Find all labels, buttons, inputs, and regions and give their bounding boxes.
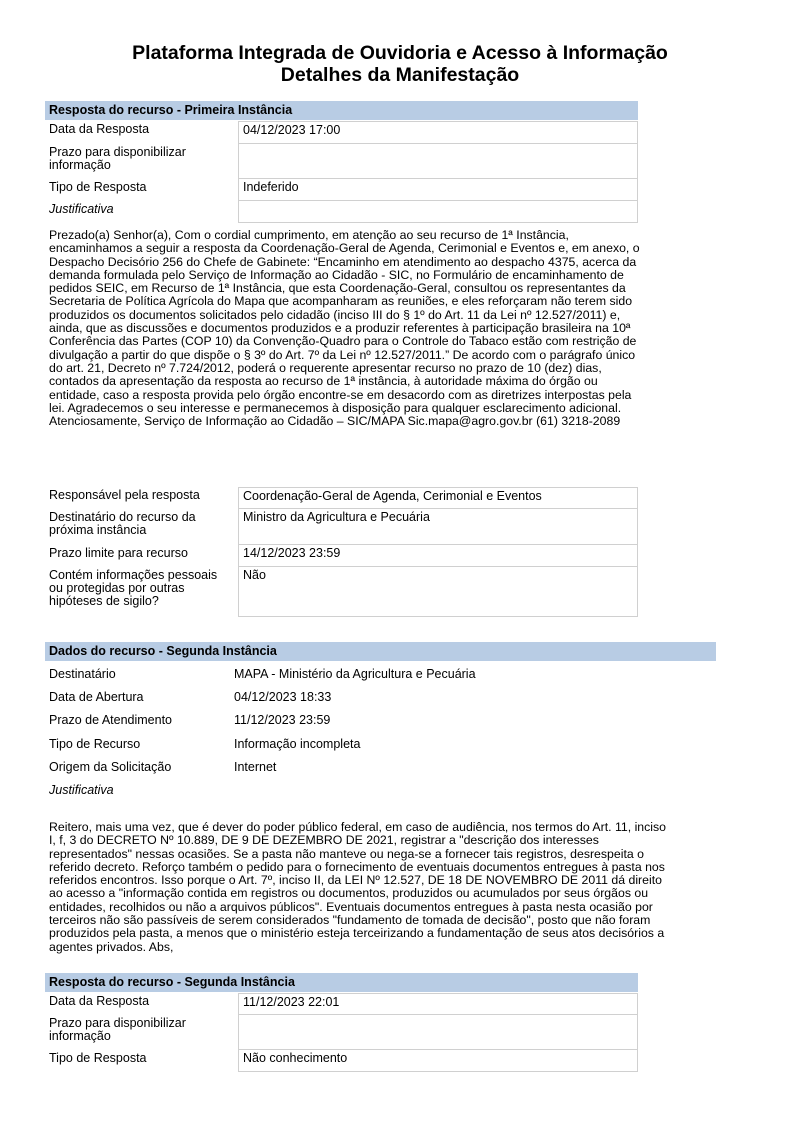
data-abertura-value: 04/12/2023 18:33 [234, 689, 332, 704]
prazo-disponibilizar-label: Prazo para disponibilizar informação [49, 145, 186, 172]
resposta-primeira-table [45, 121, 638, 223]
tipo-resposta-label: Tipo de Resposta [49, 180, 147, 194]
responsavel-label: Responsável pela resposta [49, 488, 200, 502]
prazo-atendimento-label: Prazo de Atendimento [49, 713, 172, 728]
section-header-dados-segunda: Dados do recurso - Segunda Instância [45, 642, 716, 661]
prazo-disponibilizar-segunda-label: Prazo para disponibilizar informação [49, 1016, 186, 1043]
tipo-resposta-segunda-value: Não conhecimento [238, 1050, 638, 1072]
page-title-line1: Plataforma Integrada de Ouvidoria e Acesso à Informação [132, 42, 668, 64]
resposta-segunda-table [45, 993, 638, 1072]
destinatario-value: MAPA - Ministério da Agricultura e Pecuária [234, 666, 476, 681]
destinatario-label: Destinatário [49, 666, 116, 681]
origem-value: Internet [234, 759, 277, 774]
justificativa-label: Justificativa [49, 202, 114, 216]
tipo-resposta-value: Indeferido [238, 179, 638, 201]
data-resposta-value: 04/12/2023 17:00 [238, 121, 638, 144]
origem-label: Origem da Solicitação [49, 759, 172, 774]
justificativa-segunda-label: Justificativa [49, 783, 114, 798]
data-abertura-label: Data de Abertura [49, 689, 144, 704]
tipo-recurso-label: Tipo de Recurso [49, 736, 141, 751]
prazo-limite-label: Prazo limite para recurso [49, 546, 188, 560]
resposta-primeira-texto: Prezado(a) Senhor(a), Com o cordial cumprimento, em atenção ao seu recurso de 1ª Instância, encaminhamos a seguir a resposta da Coordenação-Geral de Agenda, Cerimonial e Eventos e, em anexo, o Despacho Decisório 256 do Chefe de Gabinete: “Encaminho em atendimento ao despacho 4375, acerca da demanda formulada pelo Serviço de Informação ao Cidadão - SIC, no Formulário de encaminhamento de pedidos SEIC, em Recurso de 1ª Instância, que esta Coordenação-Geral, consultou os representantes da Secretaria de Política Agrícola do Mapa que acompanharam as reuniões, e eles reforçaram não terem sido produzidos os documentos solicitados pelo cidadão (inciso III do § 1º do Art. 11 da Lei nº 12.527/2011) e, ainda, que as discussões e documentos produzidos e a produzir referentes à participação brasileira na 10ª Conferência das Partes (COP 10) da Convenção-Quadro para o Controle do Tabaco estão com restrição de divulgação a partir do que dispõe o § 3º do Art. 7º da Lei nº 12.527/2011.” De acordo com o parágrafo único do art. 21, Decreto nº 7.724/2012, poderá o requerente apresentar recurso no prazo de 10 (dez) dias, contados da apresentação da resposta ao recurso de 1ª instância, à autoridade máxima do órgão ou entidade, caso a resposta provida pelo órgão encontre-se em desacordo com as diretrizes interpostas pela lei. Agradecemos o seu interesse e permanecemos à disposição para qualquer esclarecimento adicional. Atenciosamente, Serviço de Informação ao Cidadão – SIC/MAPA Sic.mapa@agro.gov.br (61) 3218-2089 [49, 228, 640, 429]
prazo-limite-value: 14/12/2023 23:59 [238, 545, 638, 567]
section-header-resposta-primeira: Resposta do recurso - Primeira Instância [45, 101, 638, 120]
data-resposta-label: Data da Resposta [49, 122, 150, 136]
prazo-disponibilizar-segunda-value [238, 1015, 638, 1050]
destinatario-proxima-value: Ministro da Agricultura e Pecuária [238, 509, 638, 545]
prazo-atendimento-value: 11/12/2023 23:59 [234, 713, 331, 728]
section-header-resposta-segunda: Resposta do recurso - Segunda Instância [45, 973, 638, 992]
data-resposta-segunda-value: 11/12/2023 22:01 [238, 993, 638, 1015]
sigilo-value: Não [238, 567, 638, 617]
dados-segunda-texto: Reitero, mais uma vez, que é dever do poder público federal, em caso de audiência, nos termos do Art. 11, inciso I, f, 3 do DECRETO Nº 10.889, DE 9 DE DEZEMBRO DE 2021, registrar a "descrição dos interesses representados" nessas ocasiões. Se a pasta não manteve ou nega-se a fornecer tais registros, desrespeita o referido decreto. Reforço também o pedido para o fornecimento de eventuais documentos entregues à pasta nos referidos encontros. Isso porque o Art. 7º, inciso II, da LEI Nº 12.527, DE 18 DE NOVEMBRO DE 2011 dá direito ao acesso a "informação contida em registros ou documentos, produzidos ou acumulados por seus órgãos ou entidades, recolhidos ou não a arquivos públicos". Eventuais documentos entregues à pasta nesta ocasião por terceiros não são passíveis de serem considerados "fundamento de tomada de decisão", posto que não foram produzidos pela pasta, a menos que o ministério esteja terceirizando a fundamentação de seus atos decisórios a agentes privados. Abs, [49, 820, 667, 954]
page-title [0, 42, 800, 86]
dados-segunda-table [45, 662, 716, 802]
resposta-primeira-table-2 [45, 487, 638, 617]
justificativa-value [238, 201, 638, 223]
tipo-recurso-value: Informação incompleta [234, 736, 361, 751]
responsavel-value: Coordenação-Geral de Agenda, Cerimonial e Eventos [238, 487, 638, 509]
destinatario-proxima-label: Destinatário do recurso da próxima instância [49, 510, 196, 537]
data-resposta-segunda-label: Data da Resposta [49, 994, 150, 1008]
prazo-disponibilizar-value [238, 144, 638, 179]
tipo-resposta-segunda-label: Tipo de Resposta [49, 1051, 147, 1065]
page-title-line2: Detalhes da Manifestação [280, 64, 520, 86]
sigilo-label: Contém informações pessoais ou protegidas por outras hipóteses de sigilo? [49, 568, 218, 608]
